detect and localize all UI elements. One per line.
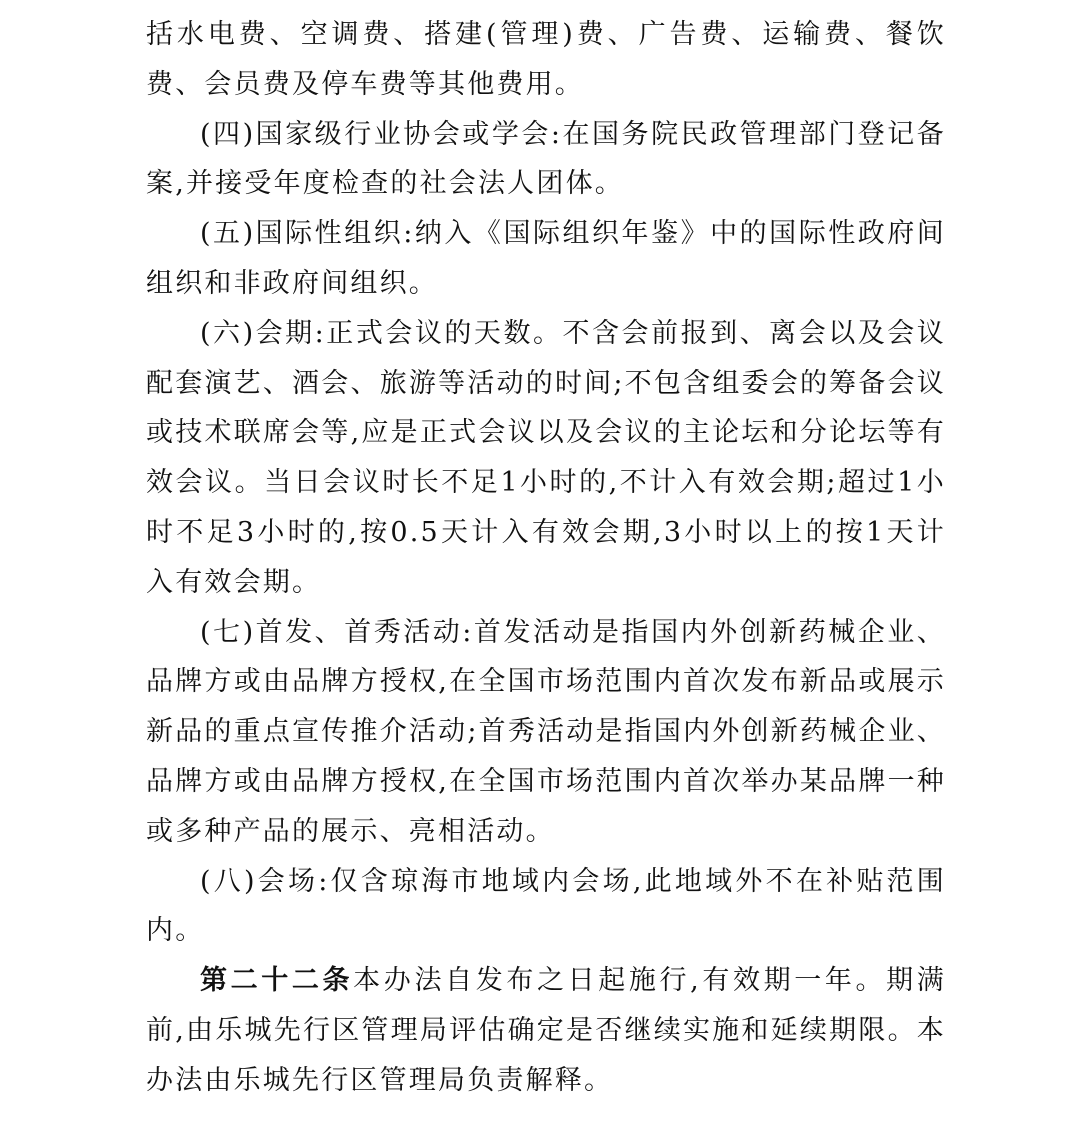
- paragraph-item-5: [146, 209, 946, 309]
- paragraph-text: (六)会期:正式会议的天数。不含会前报到、离会以及会议配套演艺、酒会、旅游等活动的时间;不包含组委会的筹备会议或技术联席会等,应是正式会议以及会议的主论坛和分论坛等有效会议。当日会议时长不足1小时的,不计入有效会期;超过1小时不足3小时的,按0.5天计入有效会期,3小时以上的按1天计入有效会期。: [146, 317, 946, 598]
- paragraph-text: (八)会场:仅含琼海市地域内会场,此地域外不在补贴范围内。: [146, 865, 946, 947]
- paragraph-text: (四)国家级行业协会或学会:在国务院民政管理部门登记备案,并接受年度检查的社会法人团体。: [146, 118, 946, 200]
- paragraph-text: (七)首发、首秀活动:首发活动是指国内外创新药械企业、品牌方或由品牌方授权,在全国市场范围内首次发布新品或展示新品的重点宣传推介活动;首秀活动是指国内外创新药械企业、品牌方或由品牌方授权,在全国市场范围内首次举办某品牌一种或多种产品的展示、亮相活动。: [146, 616, 946, 847]
- paragraph-item-8: [146, 857, 946, 957]
- paragraph-item-7: [146, 608, 946, 857]
- article-heading: 第二十二条: [200, 965, 354, 997]
- paragraph-text: 括水电费、空调费、搭建(管理)费、广告费、运输费、餐饮费、会员费及停车费等其他费用。: [146, 19, 946, 100]
- paragraph-text: 本办法自发布之日起施行,有效期一年。期满前,由乐城先行区管理局评估确定是否继续实施和延续期限。本办法由乐城先行区管理局负责解释。: [146, 965, 946, 1096]
- document-page: [146, 10, 946, 1106]
- paragraph-text: (五)国际性组织:纳入《国际组织年鉴》中的国际性政府间组织和非政府间组织。: [146, 218, 946, 299]
- paragraph-item-4: [146, 110, 946, 210]
- paragraph-item-6: [146, 309, 946, 608]
- paragraph-continuation: [146, 10, 946, 110]
- article-22: [146, 956, 946, 1105]
